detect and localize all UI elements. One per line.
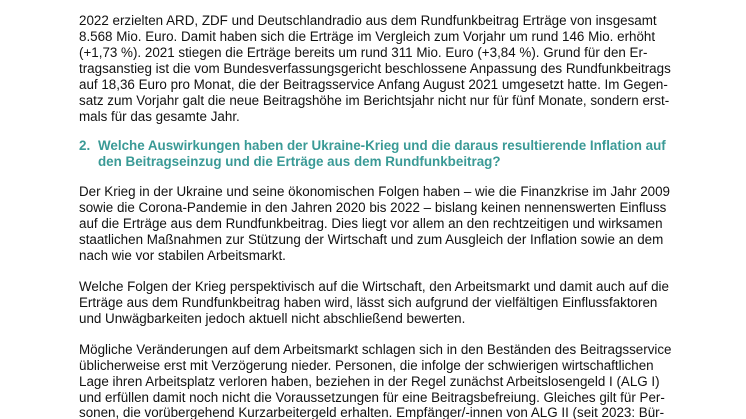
- section-heading-line: den Beitragseinzug und die Erträge aus dem Rundfunkbeitrag?: [98, 154, 501, 169]
- paragraph-line: nach wie vor stabilen Arbeitsmarkt.: [79, 248, 286, 263]
- paragraph-line: sowie die Corona-Pandemie in den Jahren 2020 bis 2022 – bislang keinen nennenswerten Einfluss: [79, 200, 667, 215]
- paragraph-line: Welche Folgen der Krieg perspektivisch auf die Wirtschaft, den Arbeitsmarkt und damit auch auf die: [79, 279, 669, 294]
- paragraph-line: Lage ihren Arbeitsplatz verloren haben, beziehen in der Regel zunächst Arbeitslosengeld I (ALG I): [79, 374, 660, 389]
- paragraph-line: (+1,73 %). 2021 stiegen die Erträge bereits um rund 311 Mio. Euro (+3,84 %). Grund für den Er-: [79, 45, 648, 60]
- paragraph-line: tragsanstieg ist die vom Bundesverfassungsgericht beschlossene Anpassung des Rundfunkbeitrags: [79, 61, 671, 76]
- paragraph-line: Erträge aus dem Rundfunkbeitrag haben wird, lässt sich aufgrund der vielfältigen Einflussfaktoren: [79, 295, 658, 310]
- paragraph-line: satz zum Vorjahr galt die neue Beitragshöhe im Berichtsjahr nicht nur für fünf Monate, sondern erst-: [79, 93, 670, 108]
- paragraph-line: Der Krieg in der Ukraine und seine ökonomischen Folgen haben – wie die Finanzkrise im Jahr 2009: [79, 184, 670, 199]
- section-heading-line: Welche Auswirkungen haben der Ukraine-Krieg und die daraus resultierende Inflation auf: [98, 138, 666, 153]
- paragraph-line: 8.568 Mio. Euro. Damit haben sich die Erträge im Vergleich zum Vorjahr um rund 146 Mio. erhöht: [79, 29, 656, 44]
- section-number: 2.: [79, 138, 91, 153]
- paragraph-line: staatlichen Maßnahmen zur Stützung der Wirtschaft und zum Ausgleich der Inflation sowie an dem: [79, 232, 664, 247]
- paragraph-line: mals für das gesamte Jahr.: [79, 109, 240, 124]
- paragraph-line: sonen, die vorübergehend Kurzarbeitergeld erhalten. Empfänger/-innen von ALG II (seit 2023: Bür-: [79, 405, 665, 419]
- paragraph-line: auf die Erträge aus dem Rundfunkbeitrag. Dies liegt vor allem an den rechtzeitigen und wirksamen: [79, 216, 663, 231]
- paragraph-line: Mögliche Veränderungen auf dem Arbeitsmarkt schlagen sich in den Beständen des Beitragsservice: [79, 342, 672, 357]
- paragraph-line: und erfüllen damit noch nicht die Voraussetzungen für eine Beitragsbefreiung. Gleiches gilt für Per-: [79, 390, 665, 405]
- paragraph-line: üblicherweise erst mit Verzögerung nieder. Personen, die infolge der schwierigen wirtschaftlichen: [79, 358, 654, 373]
- paragraph-line: auf 18,36 Euro pro Monat, die der Beitragsservice Anfang August 2021 umgesetzt hatte. Im Gegen-: [79, 77, 668, 92]
- paragraph-line: 2022 erzielten ARD, ZDF und Deutschlandradio aus dem Rundfunkbeitrag Erträge von insgesamt: [79, 13, 657, 28]
- paragraph-line: und Unwägbarkeiten jedoch aktuell nicht abschließend bewerten.: [79, 311, 466, 326]
